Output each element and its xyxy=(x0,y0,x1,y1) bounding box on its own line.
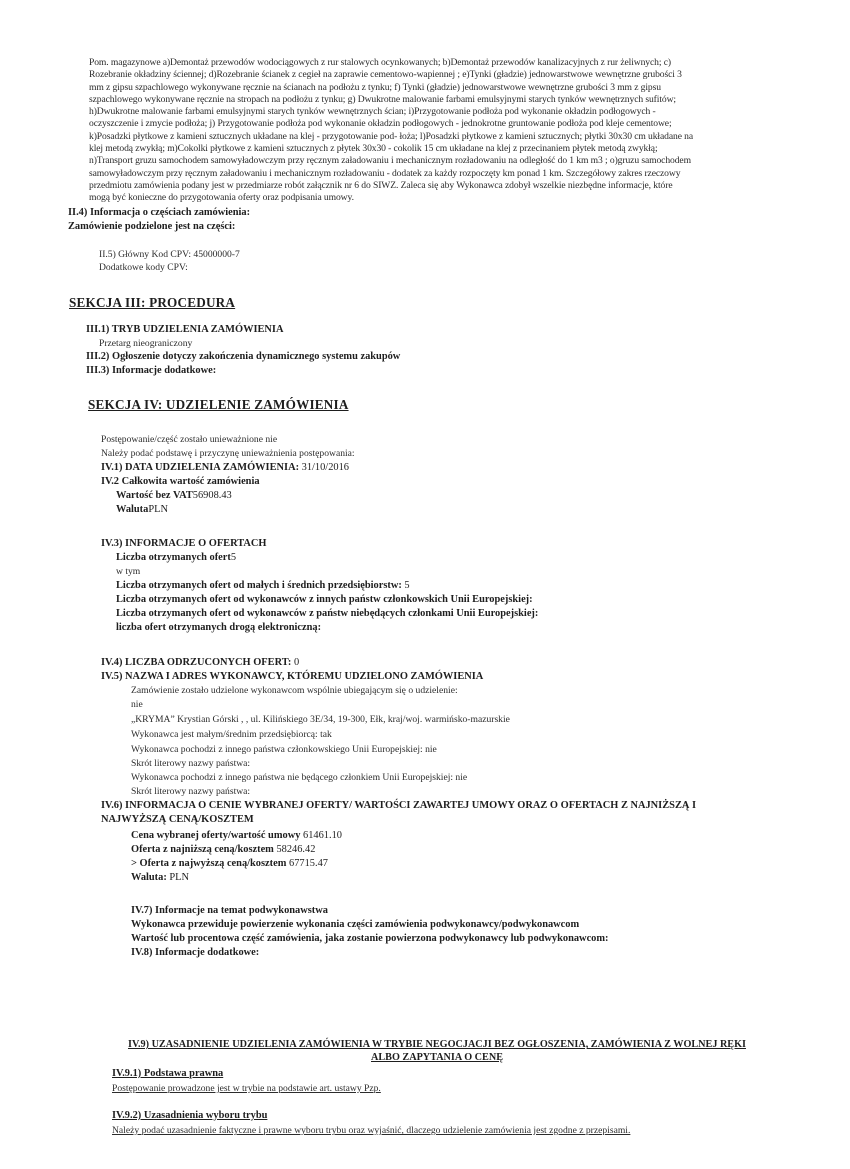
iv5-noneu-origin: Wykonawca pochodzi z innego państwa nie będącego członkiem Unii Europejskiej: nie xyxy=(131,772,468,783)
iv7-subcontract-share: Wartość lub procentowa część zamówienia, jaka zostanie powierzona podwykonawcy lub podwykonawcom: xyxy=(131,933,609,944)
section-iii-title: SEKCJA III: PROCEDURA xyxy=(69,295,236,310)
iv2-heading: IV.2 Całkowita wartość zamówienia xyxy=(101,476,260,487)
iv5-contractor-address: „KRYMA” Krystian Górski , , ul. Kilińskiego 3E/34, 19-300, Ełk, kraj/woj. warmińsko-mazurskie xyxy=(131,714,510,725)
iv3-count-label: Liczba otrzymanych ofert xyxy=(116,552,231,563)
iv3-electronic-offers: liczba ofert otrzymanych drogą elektroniczną: xyxy=(116,622,322,633)
iv3-sme-value: 5 xyxy=(404,580,410,591)
iv2-value-amount: 56908.43 xyxy=(192,490,232,501)
cpv-main-code: II.5) Główny Kod CPV: 45000000-7 xyxy=(99,249,240,260)
iv5-country-code: Skrót literowy nazwy państwa: xyxy=(131,758,251,769)
iv3-noneu-offers: Liczba otrzymanych ofert od wykonawców z państw niebędących członkami Unii Europejskiej: xyxy=(116,608,539,619)
description-line: h)Dwukrotne malowanie farbami emulsyjnymi starych tynków wewnętrznych ścian; i)Przygotowanie podłoża pod wykonanie okładzin podłogowych - xyxy=(89,106,656,118)
description-line: oczyszczenie i zmycie podłoża; j) Przygotowanie podłoża pod wykonanie okładzin podłogowych - jednokrotne gruntowanie podłoża pod kleje cementowe; xyxy=(89,118,672,130)
iv9-heading xyxy=(92,1038,782,1064)
annulment-reason: Należy podać podstawę i przyczynę unieważnienia postępowania: xyxy=(101,448,355,459)
ii4-parts: Zamówienie podzielone jest na części: xyxy=(68,221,236,232)
iv5-heading: IV.5) NAZWA I ADRES WYKONAWCY, KTÓREMU UDZIELONO ZAMÓWIENIA xyxy=(101,671,484,682)
iv3-including: w tym xyxy=(116,566,141,577)
cpv-additional-codes: Dodatkowe kody CPV: xyxy=(99,262,188,273)
iv8-additional-info: IV.8) Informacje dodatkowe: xyxy=(131,947,260,958)
iv5-sme-status: Wykonawca jest małym/średnim przedsiębiorcą: tak xyxy=(131,729,332,740)
iv2-value-label: Wartość bez VAT xyxy=(116,490,193,501)
iii2-dps: III.2) Ogłoszenie dotyczy zakończenia dynamicznego systemu zakupów xyxy=(86,351,401,362)
description-line: szpachlowego wykonywane ręcznie na stropach na podłożu z tynku; g) Dwukrotne malowanie farbami emulsyjnymi starych tynków wewnętrznych sufitów; xyxy=(89,93,677,105)
iv3-heading: IV.3) INFORMACJE O OFERTACH xyxy=(101,538,267,549)
iv3-sme-offers xyxy=(116,580,410,591)
iv6-heading-line1: IV.6) INFORMACJA O CENIE WYBRANEJ OFERTY/ WARTOŚCI ZAWARTEJ UMOWY ORAZ O OFERTACH Z NAJNIŻSZĄ I xyxy=(101,800,697,811)
description-line: mogą być konieczne do przygotowania oferty oraz podpisania umowy. xyxy=(89,192,354,204)
iv6-lowest-label: Oferta z najniższą ceną/kosztem xyxy=(131,844,274,855)
iii3-additional-info: III.3) Informacje dodatkowe: xyxy=(86,365,217,376)
iv3-count-value: 5 xyxy=(230,552,237,563)
iv91-legal-basis: Postępowanie prowadzone jest w trybie na podstawie art. ustawy Pzp. xyxy=(112,1083,381,1094)
iv7-subcontracting: Wykonawca przewiduje powierzenie wykonania części zamówienia podwykonawcy/podwykonawcom xyxy=(131,919,580,930)
iv6-highest-value: 67715.47 xyxy=(289,858,328,869)
iv6-highest-label: > Oferta z najwyższą ceną/kosztem xyxy=(131,858,287,869)
iv4-label: IV.4) LICZBA ODRZUCONYCH OFERT: xyxy=(101,657,292,668)
description-line: n)Transport gruzu samochodem samowyładowczym przy ręcznym załadowaniu i mechanicznym rozładowaniu na odległość do 1 km m3 ; o)gruzu samochodem xyxy=(89,155,691,167)
iv2-currency-value: PLN xyxy=(148,504,168,515)
iv4-rejected-offers xyxy=(101,657,299,668)
iv6-highest-offer xyxy=(131,858,328,869)
iv9-heading-line2: ALBO ZAPYTANIA O CENĘ xyxy=(371,1052,503,1063)
iii1-heading: III.1) TRYB UDZIELENIA ZAMÓWIENIA xyxy=(86,324,284,335)
iv1-award-date xyxy=(101,462,349,473)
iv7-heading: IV.7) Informacje na temat podwykonawstwa xyxy=(131,905,328,916)
description-line: Pom. magazynowe a)Demontaż przewodów wodociągowych z rur stalowych ocynkowanych; b)Demontaż przewodów kanalizacyjnych z rur żeliwnych; c) xyxy=(89,57,671,68)
iv2-currency xyxy=(116,504,168,515)
iv92-heading: IV.9.2) Uzasadnienia wyboru trybu xyxy=(112,1110,268,1121)
iv6-currency-label: Waluta: xyxy=(131,872,167,883)
order-description xyxy=(89,57,769,205)
iv6-chosen-label: Cena wybranej oferty/wartość umowy xyxy=(131,830,301,841)
iv6-lowest-value: 58246.42 xyxy=(276,844,316,855)
iv4-value: 0 xyxy=(293,657,300,668)
iv5-joint-bid: Zamówienie zostało udzielone wykonawcom wspólnie ubiegającym się o udzielenie: xyxy=(131,685,458,696)
iv2-value-net xyxy=(116,490,232,501)
iv3-sme-label: Liczba otrzymanych ofert od małych i średnich przedsiębiorstw: xyxy=(116,580,402,591)
annulled-status: Postępowanie/część zostało unieważnione nie xyxy=(101,434,278,445)
description-line: klej metodą zwykłą; m)Cokolki płytkowe z kamieni sztucznych z płytek 30x30 - cokolik 15 cm układane na klej z przecinaniem płytek metodą zwykłą; xyxy=(89,143,658,155)
description-line: mm z gipsu szpachlowego wykonywane ręcznie na ścianach na podłożu z tynku; f) Tynki (gładzie) jednowarstwowe wewnętrzne grubości 3 mm z gipsu xyxy=(89,81,661,93)
description-line: k)Posadzki płytkowe z kamieni sztucznych układane na klej - przygotowanie pod- łoża; l)Posadzki płytkowe z kamieni sztucznych; płytki 30x30 cm układane na xyxy=(89,130,694,142)
description-line: samowyładowczym przy ręcznym załadowaniu i mechanicznym rozładowaniu - dodatek za każdy rozpoczęty km ponad 1 km. Szczegółowy zakres rzeczowy xyxy=(89,167,681,179)
iv92-justification: Należy podać uzasadnienie faktyczne i prawne wyboru trybu oraz wyjaśnić, dlaczego udzielenie zamówienia jest zgodne z przepisami. xyxy=(112,1125,631,1136)
iii1-procedure-type: Przetarg nieograniczony xyxy=(99,338,193,349)
iv6-chosen-value: 61461.10 xyxy=(303,830,342,841)
iv6-chosen-price xyxy=(131,830,342,841)
iv91-heading: IV.9.1) Podstawa prawna xyxy=(112,1068,224,1079)
iv3-eu-offers: Liczba otrzymanych ofert od wykonawców z innych państw członkowskich Unii Europejskiej: xyxy=(116,594,533,605)
iv6-currency xyxy=(131,872,189,883)
iv5-eu-origin: Wykonawca pochodzi z innego państwa członkowskiego Unii Europejskiej: nie xyxy=(131,744,437,755)
iv1-value: 31/10/2016 xyxy=(301,462,349,473)
iv1-label: IV.1) DATA UDZIELENIA ZAMÓWIENIA: xyxy=(101,462,300,473)
iv6-currency-value: PLN xyxy=(169,872,190,883)
iv2-currency-label: Waluta xyxy=(116,504,149,515)
description-line: Rozebranie okładziny ściennej; d)Rozebranie ścianek z cegieł na zaprawie cementowo-wapiennej ; e)Tynki (gładzie) jednowarstwowe wewnętrzne grubości 3 xyxy=(89,69,682,81)
ii4-heading: II.4) Informacja o częściach zamówienia: xyxy=(68,207,251,218)
description-line: przedmiotu zamówienia podany jest w przedmiarze robót załącznik nr 6 do SIWZ. Zaleca się aby Wykonawca zdobył wszelkie niezbędne informacje, które xyxy=(89,179,673,191)
iv5-country-code-2: Skrót literowy nazwy państwa: xyxy=(131,786,251,797)
iv5-joint-bid-value: nie xyxy=(131,699,143,710)
iv9-heading-line1: IV.9) UZASADNIENIE UDZIELENIA ZAMÓWIENIA W TRYBIE NEGOCJACJI BEZ OGŁOSZENIA, ZAMÓWIENIA Z WOLNEJ RĘKI xyxy=(127,1039,746,1050)
iv6-heading-line2: NAJWYŻSZĄ CENĄ/KOSZTEM xyxy=(101,814,254,825)
section-iv-title: SEKCJA IV: UDZIELENIE ZAMÓWIENIA xyxy=(88,397,349,412)
iv3-offers-count xyxy=(116,552,236,563)
iv6-lowest-offer xyxy=(131,844,315,855)
